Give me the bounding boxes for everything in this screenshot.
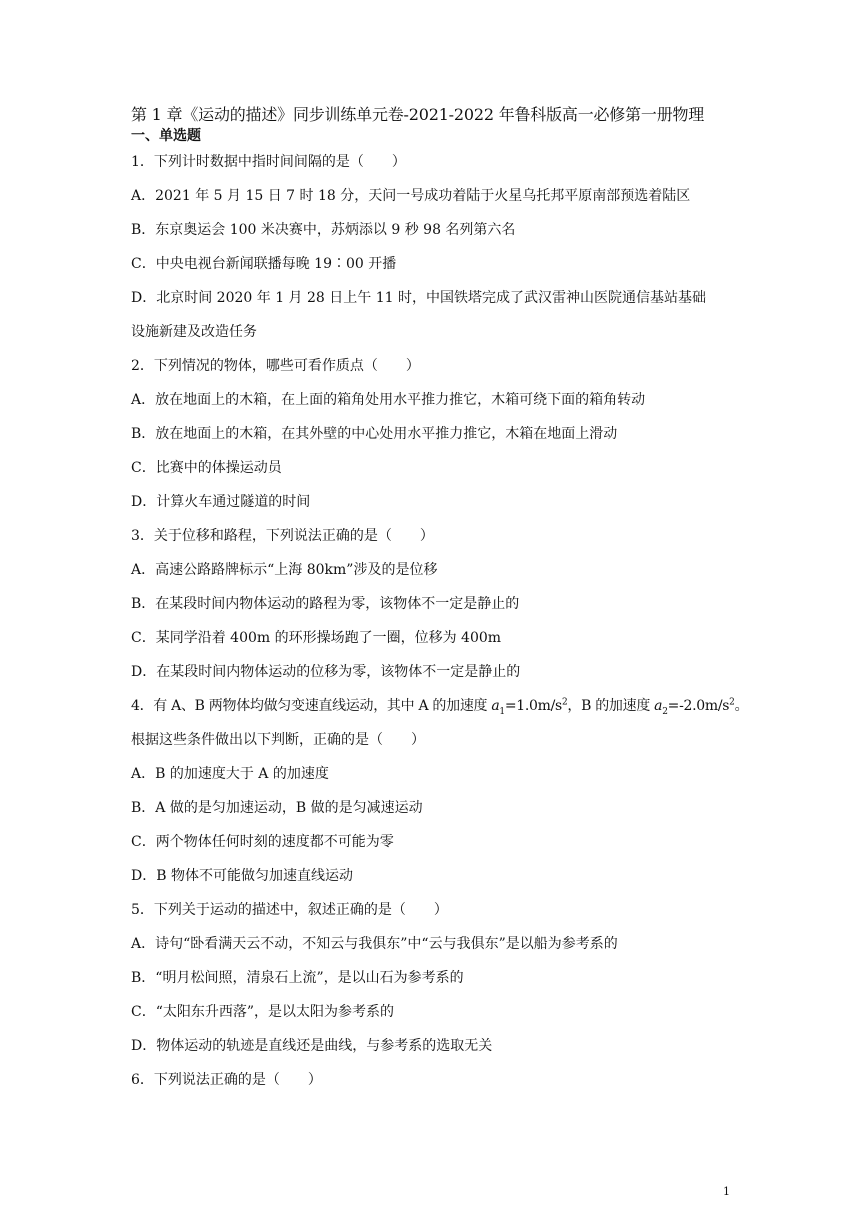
question-4-text-part1: 4．有 A、B 两物体均做匀变速直线运动，其中 A 的加速度 (131, 698, 492, 714)
question-5-option-c: C．“太阳东升西落”，是以太阳为参考系的 (131, 1004, 395, 1020)
question-3-option-a: A．高速公路路牌标示“上海 80km”涉及的是位移 (131, 562, 438, 578)
question-3-option-c: C．某同学沿着 400m 的环形操场跑了一圈，位移为 400m (131, 630, 502, 646)
question-4-text-part2: ，B 的加速度 (567, 698, 655, 714)
question-3-option-b: B．在某段时间内物体运动的路程为零，该物体不一定是静止的 (131, 596, 520, 612)
question-1-option-c: C．中央电视台新闻联播每晚 19∶00 开播 (131, 256, 397, 272)
question-3-stem: 3．关于位移和路程，下列说法正确的是（ ） (131, 528, 434, 544)
question-5-stem: 5．下列关于运动的描述中，叙述正确的是（ ） (131, 902, 448, 918)
question-2-option-a: A．放在地面上的木箱，在上面的箱角处用水平推力推它，木箱可绕下面的箱角转动 (131, 392, 646, 408)
acceleration-a2-value: =-2.0m/s (667, 698, 730, 714)
unit-exponent-2: 2 (729, 697, 735, 708)
question-4-option-a: A．B 的加速度大于 A 的加速度 (131, 766, 329, 782)
question-1-option-b: B．东京奥运会 100 米决赛中，苏炳添以 9 秒 98 名列第六名 (131, 222, 516, 238)
page-number: 1 (723, 1185, 730, 1198)
section-heading: 一、单选题 (131, 128, 201, 144)
document-content (131, 104, 749, 1104)
question-2-option-c: C．比赛中的体操运动员 (131, 460, 282, 476)
acceleration-a1-value: =1.0m/s (504, 698, 562, 714)
unit-exponent-1: 2 (561, 697, 568, 708)
acceleration-a2-subscript: 2 (662, 706, 668, 717)
acceleration-a1-symbol: a (491, 698, 500, 714)
question-6-stem: 6．下列说法正确的是（ ） (131, 1072, 322, 1088)
question-1-option-a: A．2021 年 5 月 15 日 7 时 18 分，天问一号成功着陆于火星乌托邦平原南部预选着陆区 (131, 188, 691, 204)
question-5-option-b: B．“明月松间照，清泉石上流”，是以山石为参考系的 (131, 970, 464, 986)
question-1-option-d-line2: 设施新建及改造任务 (131, 324, 257, 340)
question-1-stem: 1．下列计时数据中指时间间隔的是（ ） (131, 154, 406, 170)
question-2-option-d: D．计算火车通过隧道的时间 (131, 494, 311, 510)
question-1-option-d-line1: D．北京时间 2020 年 1 月 28 日上午 11 时，中国铁塔完成了武汉雷神山医院通信基站基础 (131, 290, 706, 306)
document-title: 第 1 章《运动的描述》同步训练单元卷-2021-2022 年鲁科版高一必修第一册物理 (131, 105, 705, 124)
acceleration-a1-subscript: 1 (499, 706, 505, 717)
question-4-text-end: 。 (734, 698, 749, 714)
question-4-option-d: D．B 物体不可能做匀加速直线运动 (131, 868, 353, 884)
question-4-option-b: B．A 做的是匀加速运动，B 做的是匀减速运动 (131, 800, 423, 816)
question-4-stem-line2: 根据这些条件做出以下判断，正确的是（ ） (131, 732, 425, 748)
question-4-option-c: C．两个物体任何时刻的速度都不可能为零 (131, 834, 394, 850)
question-3-option-d: D．在某段时间内物体运动的位移为零，该物体不一定是静止的 (131, 664, 521, 680)
acceleration-a2-symbol: a (654, 698, 663, 714)
question-4-stem-line1 (131, 696, 749, 717)
question-5-option-a: A．诗句“卧看满天云不动，不知云与我俱东”中“云与我俱东”是以船为参考系的 (131, 936, 618, 952)
question-5-option-d: D．物体运动的轨迹是直线还是曲线，与参考系的选取无关 (131, 1038, 493, 1054)
question-2-stem: 2．下列情况的物体，哪些可看作质点（ ） (131, 358, 420, 374)
question-2-option-b: B．放在地面上的木箱，在其外壁的中心处用水平推力推它，木箱在地面上滑动 (131, 426, 618, 442)
